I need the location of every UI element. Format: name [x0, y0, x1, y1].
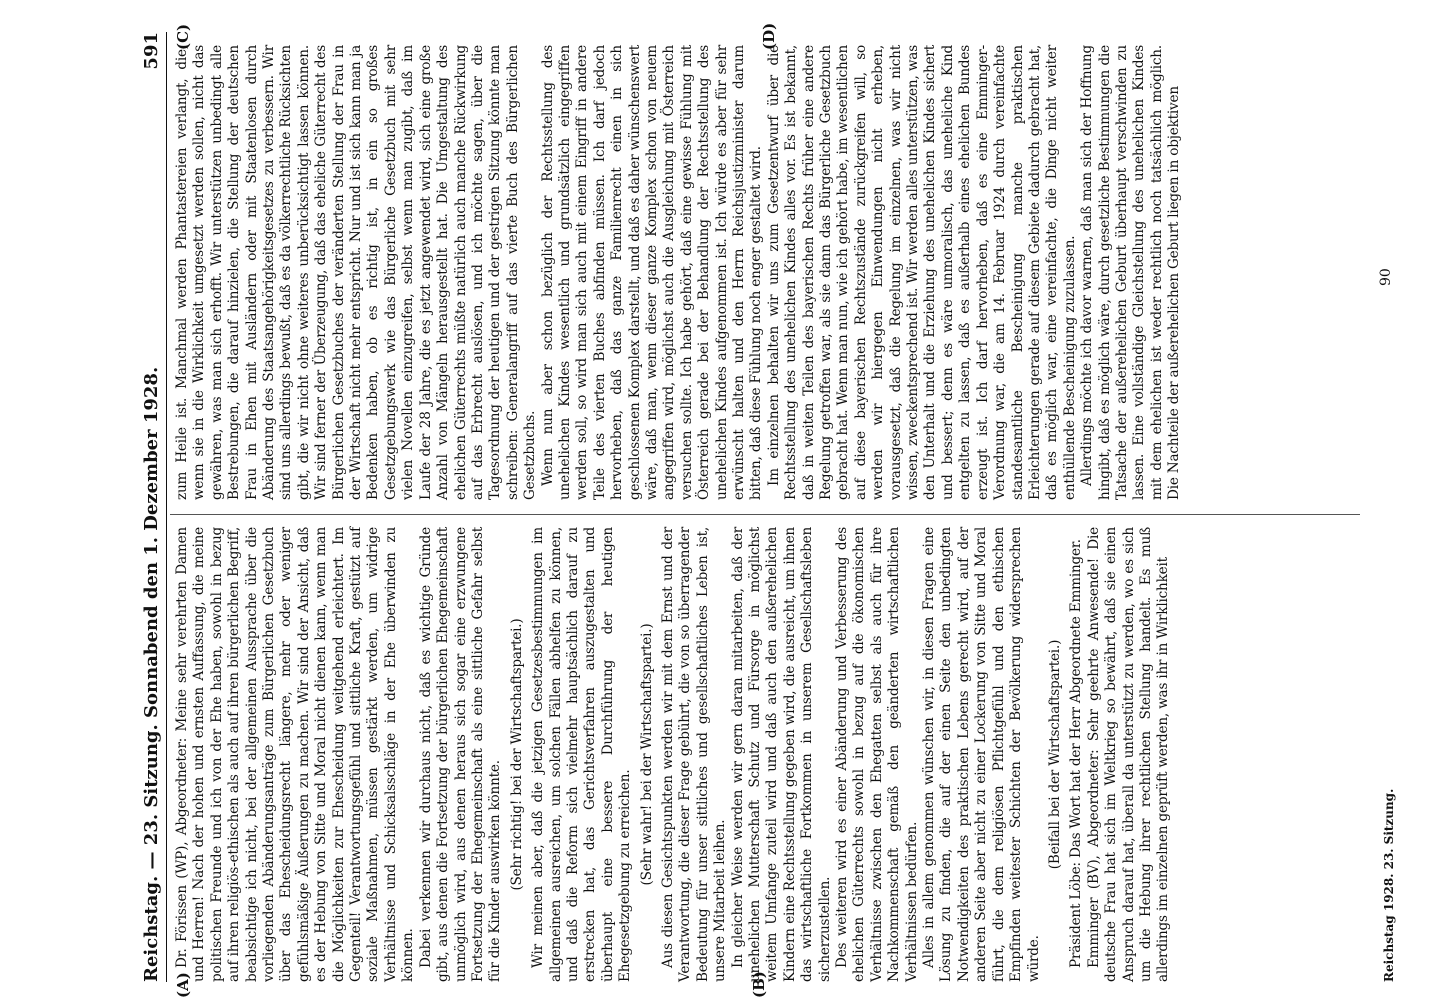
- right-column: [174, 45, 1184, 500]
- margin-mark-a: (A): [174, 972, 192, 998]
- scanned-page: [120, 20, 1420, 1000]
- footer-number: 90: [1378, 268, 1394, 286]
- paragraph: Alles in allem genommen wünschen wir, in diesen Fragen eine Lösung zu finden, die auf der einen Seite den unbedingten Notwendigkeiten des praktischen Lebens gerecht wird, auf der anderen Seite aber nicht zu einer Lockerung von Sitte und Moral führt, die dem religiösen Pflichtgefühl und den ethischen Empfinden weitester Schichten der Bevölkerung widersprechen würde.: [921, 527, 1042, 982]
- interjection: (Beifall bei der Wirtschaftspartei.): [1046, 639, 1063, 870]
- page-number: 591: [141, 32, 162, 70]
- paragraph: Wenn nun aber schon bezüglich der Rechtsstellung des unehelichen Kindes wesentlich und grundsätzlich eingegriffen werden soll, so wird man sich auch mit einem Eingriff in andere Teile des vierten Buches abfinden müssen. Ich darf jedoch hervorheben, daß das ganze Familienrecht einen in sich geschlossenen Komplex darstellt, und daß es daher wünschenswert wäre, daß man, wenn dieser ganze Komplex schon von neuem angegriffen wird, möglichst auch die Ausgleichung mit Österreich versuchen sollte. Ich habe gehört, daß eine gewisse Fühlung mit Österreich gerade bei der Behandlung der Rechtsstellung des unehelichen Kindes aufgenommen ist. Ich würde es aber für sehr erwünscht halten und den Herrn Reichsjustizminister darum bitten, daß diese Fühlung noch enger gestaltet wird.: [539, 45, 765, 500]
- paragraph: Aus diesen Gesichtspunkten werden wir mit dem Ernst und der Verantwortung, die dieser Frage gebührt, die von so überragender Bedeutung für unser sittliches und gesellschaftliches Leben ist, unsere Mitarbeit leihen.: [659, 527, 729, 982]
- header-title: Reichstag. — 23. Sitzung. Sonnabend den 1. Dezember 1928.: [141, 366, 162, 982]
- column-divider: [170, 514, 1360, 515]
- paragraph: Dr. Förissen (WP), Abgeordneter: Meine sehr verehrten Damen und Herren! Nach der hohen und ernsten Auffassung, die meine politischen Freunde und ich von der Ehe haben, sowohl in bezug auf ihren religiös-ethischen als auch auf ihren bürgerlichen Begriff, beabsichtige ich nicht, bei der allgemeinen Aussprache über die vorliegenden Abänderungsanträge zum Bürgerlichen Gesetzbuch über das Ehescheidungsrecht längere, mehr oder weniger gefühlsmäßige Äußerungen zu machen. Wir sind der Ansicht, daß es der Hebung von Sitte und Moral nicht dienen kann, wenn man die Möglichkeiten zur Ehescheidung weitgehend erleichtert. Im Gegenteil! Verantwortungsgefühl und sittliche Kraft, gestützt auf soziale Maßnahmen, müssen gestärkt werden, um widrige Verhältnisse und Schicksalsschläge in der Ehe überwinden zu können.: [174, 527, 417, 982]
- margin-mark-d: (D): [760, 22, 778, 50]
- paragraph: Dabei verkennen wir durchaus nicht, daß es wichtige Gründe gibt, aus denen die Fortsetzung der bürgerlichen Ehegemeinschaft unmöglich wird, aus denen heraus sich sogar eine erzwungene Fortsetzung der Ehegemeinschaft als eine sittliche Gefahr selbst für die Kinder auswirken könnte.: [417, 527, 504, 982]
- digitization-credit: [1409, 0, 1429, 1000]
- paragraph: Wir meinen aber, daß die jetzigen Gesetzesbestimmungen im allgemeinen ausreichen, um solchen Fällen abhelfen zu können, und daß die Reform sich vielmehr hauptsächlich darauf zu erstrecken hat, das Gerichtsverfahren auszugestalten und überhaupt eine bessere Durchführung der heutigen Ehegesetzgebung zu erreichen.: [530, 527, 634, 982]
- paragraph: Des weiteren wird es einer Abänderung und Verbesserung des ehelichen Güterrechts sowohl in bezug auf die ökonomischen Verhältnisse zwischen den Ehegatten selbst als auch für ihre Nachkommenschaft gemäß den geänderten wirtschaftlichen Verhältnissen bedürfen.: [834, 527, 920, 982]
- paragraph: zum Heile ist. Manchmal werden Phantastereien verlangt, die, wenn sie in die Wirklichkeit umgesetzt werden sollen, nicht das gewähren, was man sich erhofft. Wir unterstützen unbedingt alle Bestrebungen, die darauf hinzielen, die Stellung der deutschen Frau in Ehen mit Ausländern oder mit Staatenlosen durch Abänderung des Staatsangehörigkeitsgesetzes zu verbessern. Wir sind uns allerdings bewußt, daß es da völkerrechtliche Rücksichten gibt, die wir nicht ohne weiteres unberücksichtigt lassen können. Wir sind ferner der Überzeugung, daß das eheliche Güterrecht des Bürgerlichen Gesetzbuches der veränderten Stellung der Frau in der Wirtschaft nicht mehr entspricht. Nur und ist sich kann man ja Bedenken haben, ob es richtig ist, in ein so großes Gesetzgebungswerk wie das Bürgerliche Gesetzbuch mit sehr vielen Novellen einzugreifen, selbst wenn man zugibt, daß im Laufe der 28 Jahre, die es jetzt angewendet wird, sich eine große Anzahl von Mängeln herausgestellt hat. Die Umgestaltung des ehelichen Güterrechts müßte natürlich auch manche Rückwirkung auf das Erbrecht auslösen, und ich möchte sagen, über die Tagesordnung der heutigen und der gestrigen Sitzung könnte man schreiben: Generalangriff auf das vierte Buch des Bürgerlichen Gesetzbuchs.: [174, 45, 539, 500]
- paragraph: Im einzelnen behalten wir uns zum Gesetzentwurf über die Rechtsstellung des unehelichen Kindes alles vor. Es ist bekannt, daß in weiten Teilen des bayerischen Rechts früher eine andere Regelung getroffen war, als sie dann das Bürgerliche Gesetzbuch gebracht hat. Wenn man nun, wie ich gehört habe, im wesentlichen auf diese bayerischen Rechtszustände zurückgreifen will, so werden wir hiergegen Einwendungen nicht erheben, vorausgesetzt, daß die Regelung im einzelnen, was wir nicht wissen, zweckentsprechend ist. Wir werden alles unterstützen, was den Unterhalt und die Erziehung des unehelichen Kindes sichert und bessert; denn es wäre unmoralisch, das uneheliche Kind entgelten zu lassen, daß es außerhalb eines ehelichen Bundes erzeugt ist. Ich darf hervorheben, daß es eine Emminger-Verordnung war, die am 14. Februar 1924 durch vereinfachte standesamtliche Bescheinigung manche praktischen Erleichterungen gerade auf diesem Gebiete dadurch gebracht hat, daß es möglich war, eine vereinfachte, die Dinge nicht weiter enthüllende Bescheinigung zuzulassen.: [765, 45, 1078, 500]
- margin-mark-c: (C): [174, 23, 192, 50]
- margin-mark-b: (B): [750, 971, 768, 998]
- speaker-paragraph: Präsident Löbe: Das Wort hat der Herr Abgeordnete Emminger.: [1068, 539, 1085, 968]
- paragraph: In gleicher Weise werden wir gern daran mitarbeiten, daß der unehelichen Mutterschaft Schutz und Fürsorge in möglichst weitem Umfange zuteil wird und daß auch den außerehelichen Kindern eine Rechtsstellung gegeben wird, die ausreicht, um ihnen das wirtschaftliche Fortkommen in unserem Gesellschaftsleben sicherzustellen.: [729, 527, 833, 982]
- paragraph: Allerdings möchte ich davor warnen, daß man sich der Hoffnung hingibt, daß es möglich wäre, durch gesetzliche Bestimmungen die Tatsache der außerehelichen Geburt überhaupt verschwinden zu lassen. Eine vollständige Gleichstellung des unehelichen Kindes mit dem ehelichen ist weder rechtlich noch tatsächlich möglich. Die Nachteile der außerehelichen Geburt liegen in objektiven: [1079, 45, 1183, 500]
- footer-session: Reichstag 1928. 23. Sitzung.: [1382, 788, 1396, 982]
- speaker-paragraph: Emminger (BV), Abgeordneter: Sehr geehrte Anwesende! Die deutsche Frau hat sich im Weltkrieg so bewährt, daß sie einen Anspruch darauf hat, überall da unterstützt zu werden, wo es sich um die Hebung ihrer rechtlichen Stellung handelt. Es muß allerdings im einzelnen geprüft werden, was ihr in Wirklichkeit: [1085, 527, 1172, 982]
- page-header: [128, 32, 167, 982]
- interjection: (Sehr wahr! bei der Wirtschaftspartei.): [638, 623, 655, 886]
- left-column: [174, 527, 1173, 982]
- interjection: (Sehr richtig! bei der Wirtschaftspartei.): [508, 618, 525, 891]
